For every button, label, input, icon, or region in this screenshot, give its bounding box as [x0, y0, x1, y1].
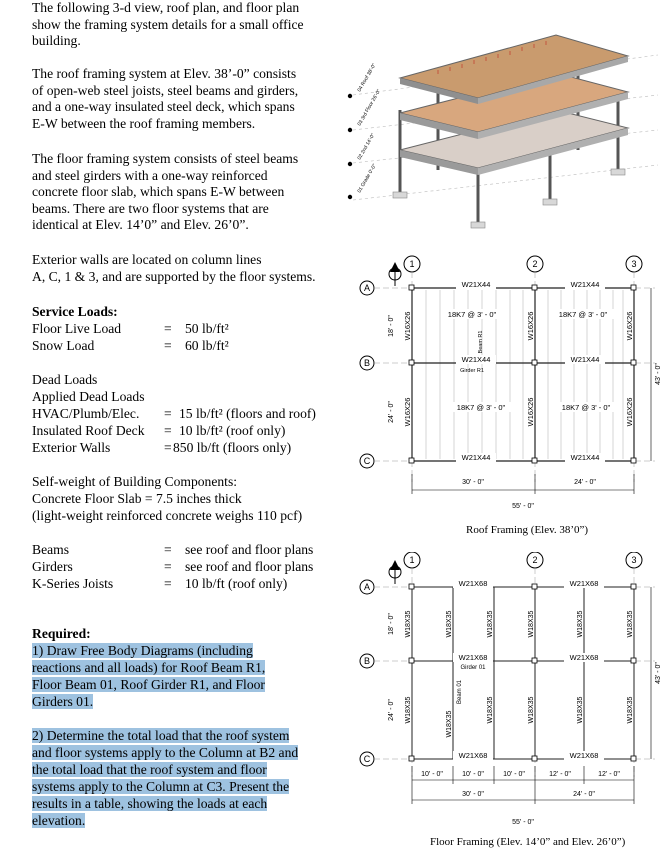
level-label: 01 Grade 0'-0" [356, 163, 378, 194]
beam-size-label: W16X26 [625, 311, 634, 341]
load-value: 15 lb/ft² (floors and roof) [179, 406, 316, 421]
text-line: concrete floor slab, which spans E-W between [32, 184, 285, 200]
level-label: 02 2nd 14'-0" [356, 132, 377, 161]
beam-r1-label: Beam R1 [478, 330, 484, 354]
dim-label: 43' - 0" [655, 662, 662, 684]
dim-label: 18' - 0" [388, 315, 395, 337]
girder-r1-label: Girder R1 [460, 368, 484, 374]
joist-label: 18K7 @ 3' - 0" [447, 310, 497, 319]
beam-size-label: W18X35 [577, 610, 584, 638]
dim-label: 10' - 0" [462, 771, 484, 778]
slab-thickness: Concrete Floor Slab = 7.5 inches thick [32, 491, 242, 506]
text-line: The floor framing system consists of steel beams [32, 151, 299, 166]
floor-plan-caption: Floor Framing (Elev. 14’0” and Elev. 26’0”) [430, 836, 626, 848]
girder-label: W21X44 [570, 355, 600, 364]
beam-size-label: W18X35 [627, 696, 634, 724]
load-label: Insulated Roof Deck [32, 423, 145, 438]
load-value: 50 lb/ft² [185, 321, 229, 336]
joist-label: 18K7 @ 3' - 0" [561, 403, 611, 412]
level-label: 04 Roof 38'-0" [356, 62, 378, 93]
girder-label: W21X68 [569, 751, 599, 760]
load-label: HVAC/Plumb/Elec. [32, 406, 140, 421]
row-label: B [363, 358, 371, 368]
q2-line: and floor systems apply to the Column at B2 and [32, 745, 299, 760]
dim-label: 55' - 0" [512, 819, 534, 826]
slab-density-note: (light-weight reinforced concrete weighs 110 pcf) [32, 508, 303, 523]
member-eq: = [164, 576, 172, 591]
q2-line: the total load that the roof system and floor [32, 762, 267, 777]
load-eq: = [164, 338, 172, 353]
member-value: 10 lb/ft (roof only) [185, 576, 288, 591]
text-line: The following 3-d view, roof plan, and floor plan [32, 0, 300, 15]
column-markers [409, 584, 636, 761]
text-line: of open-web steel joists, steel beams and girders, [32, 82, 299, 98]
load-label: Snow Load [32, 338, 95, 353]
level-markers [348, 62, 383, 199]
grid-bubbles-cols [404, 552, 642, 568]
dim-label: 30' - 0" [462, 791, 484, 798]
girder-label: W21X68 [458, 751, 488, 760]
beam-size-label: W18X35 [446, 610, 453, 638]
dim-label: 12' - 0" [549, 771, 571, 778]
text-line: Exterior walls are located on column lines [32, 252, 262, 267]
member-label: Girders [32, 559, 73, 574]
beam-size-label: W18X35 [487, 696, 494, 724]
dim-label: 24' - 0" [573, 791, 595, 798]
load-label: Exterior Walls [32, 440, 111, 455]
q2-line: 2) Determine the total load that the roof system [32, 728, 290, 743]
dim-label: 10' - 0" [421, 771, 443, 778]
text-line: identical at Elev. 14’0” and Elev. 26’0”. [32, 217, 249, 233]
beam-size-label: W18X35 [405, 696, 412, 724]
row-label: A [363, 283, 371, 293]
applied-dead-loads-heading: Applied Dead Loads [32, 389, 145, 404]
dim-label: 12' - 0" [598, 771, 620, 778]
footings [393, 169, 625, 228]
service-loads-heading: Service Loads: [32, 304, 118, 319]
text-line: E-W between the roof framing members. [32, 115, 256, 131]
grid-bubbles-rows [360, 281, 374, 468]
level-label: 03 3rd Floor 26'-0" [356, 88, 383, 127]
member-label: K-Series Joists [32, 576, 114, 591]
dim-label: 18' - 0" [388, 613, 395, 635]
col-label: 2 [532, 555, 538, 565]
north-arrow-icon [389, 262, 401, 286]
row-label: A [363, 582, 371, 592]
member-value: see roof and floor plans [185, 559, 314, 574]
load-label: Floor Live Load [32, 321, 122, 336]
member-eq: = [164, 559, 172, 574]
framing-3d-view [338, 0, 666, 240]
q1-line: Girders 01. [32, 694, 94, 709]
beam-01-label: Beam 01 [457, 679, 463, 705]
text-line: show the framing system details for a small office [32, 16, 304, 32]
beam-size-label: W18X35 [528, 610, 535, 638]
beam-size-label: W18X35 [487, 610, 494, 638]
row-label: C [363, 456, 371, 466]
member-value: see roof and floor plans [185, 542, 314, 557]
load-eq: = [164, 423, 172, 438]
north-arrow-icon [389, 560, 401, 584]
girder-label: W21X44 [461, 280, 491, 289]
floor-framing-plan [355, 552, 666, 835]
girder-01-label: Girder 01 [460, 665, 486, 671]
beam-size-label: W16X26 [526, 397, 535, 427]
beam-size-label: W16X26 [526, 311, 535, 341]
dim-label: 55' - 0" [512, 503, 534, 510]
text-line: beams. There are two floor systems that are [32, 200, 269, 216]
dim-label: 24' - 0" [574, 479, 596, 486]
roof-framing-plan [355, 252, 666, 514]
q2-line: systems apply to the Column at C3. Present the [32, 779, 290, 794]
grid-bubbles-rows [360, 580, 374, 766]
dead-loads-heading: Dead Loads [32, 372, 98, 387]
girder-label: W21X44 [570, 280, 600, 289]
col-label: 3 [631, 555, 637, 565]
girder-label: W21X68 [569, 579, 599, 588]
text-line: and a one-way insulated steel deck, which spans [32, 99, 295, 115]
q2-line: results in a table, showing the loads at each [32, 796, 268, 811]
dim-label: 24' - 0" [388, 401, 395, 423]
beam-size-label: W16X26 [403, 311, 412, 341]
grid-bubbles-cols [404, 256, 642, 272]
text-line: and steel girders with a one-way reinforced [32, 167, 268, 183]
beam-size-label: W18X35 [577, 696, 584, 724]
load-value: 60 lb/ft² [185, 338, 229, 353]
beam-size-label: W16X26 [403, 397, 412, 427]
girder-label: W21X44 [461, 355, 491, 364]
beam-size-label: W18X35 [405, 610, 412, 638]
joist-label: 18K7 @ 3' - 0" [456, 403, 506, 412]
dim-label: 43' - 0" [655, 363, 662, 385]
q1-line: Floor Beam 01, Roof Girder R1, and Floor [32, 677, 265, 692]
self-weight-heading: Self-weight of Building Components: [32, 474, 238, 489]
member-label: Beams [32, 542, 69, 557]
grid-lines [374, 568, 655, 777]
beam-size-label: W18X35 [528, 696, 535, 724]
row-label: B [363, 656, 371, 666]
required-heading: Required: [32, 626, 91, 641]
dim-label: 10' - 0" [503, 771, 525, 778]
girder-label: W21X44 [461, 453, 491, 462]
q1-line: 1) Draw Free Body Diagrams (including [32, 643, 253, 658]
col-label: 1 [409, 555, 415, 565]
girder-label: W21X68 [458, 653, 488, 662]
roof-plan-caption: Roof Framing (Elev. 38’0”) [466, 524, 589, 536]
girder-label: W21X68 [569, 653, 599, 662]
col-label: 2 [532, 259, 538, 269]
q1-line: reactions and all loads) for Roof Beam R1, [32, 660, 266, 675]
load-eq: = [164, 440, 172, 455]
col-label: 1 [409, 259, 415, 269]
beam-size-label: W18X35 [446, 710, 453, 738]
load-value: 850 lb/ft (floors only) [173, 440, 292, 455]
load-eq: = [164, 406, 172, 421]
joist-label: 18K7 @ 3' - 0" [558, 310, 608, 319]
beam-size-label: W18X35 [627, 610, 634, 638]
q2-line: elevation. [32, 813, 86, 828]
text-line: The roof framing system at Elev. 38’-0” consists [32, 66, 297, 81]
girder-label: W21X44 [570, 453, 600, 462]
dim-label: 30' - 0" [462, 479, 484, 486]
text-line: A, C, 1 & 3, and are supported by the floor systems. [32, 268, 316, 284]
row-label: C [363, 754, 371, 764]
girder-label: W21X68 [458, 579, 488, 588]
member-eq: = [164, 542, 172, 557]
dim-label: 24' - 0" [388, 699, 395, 721]
col-label: 3 [631, 259, 637, 269]
text-line: building. [32, 33, 81, 49]
beam-size-label: W16X26 [625, 397, 634, 427]
load-eq: = [164, 321, 172, 336]
load-value: 10 lb/ft² (roof only) [179, 423, 286, 438]
